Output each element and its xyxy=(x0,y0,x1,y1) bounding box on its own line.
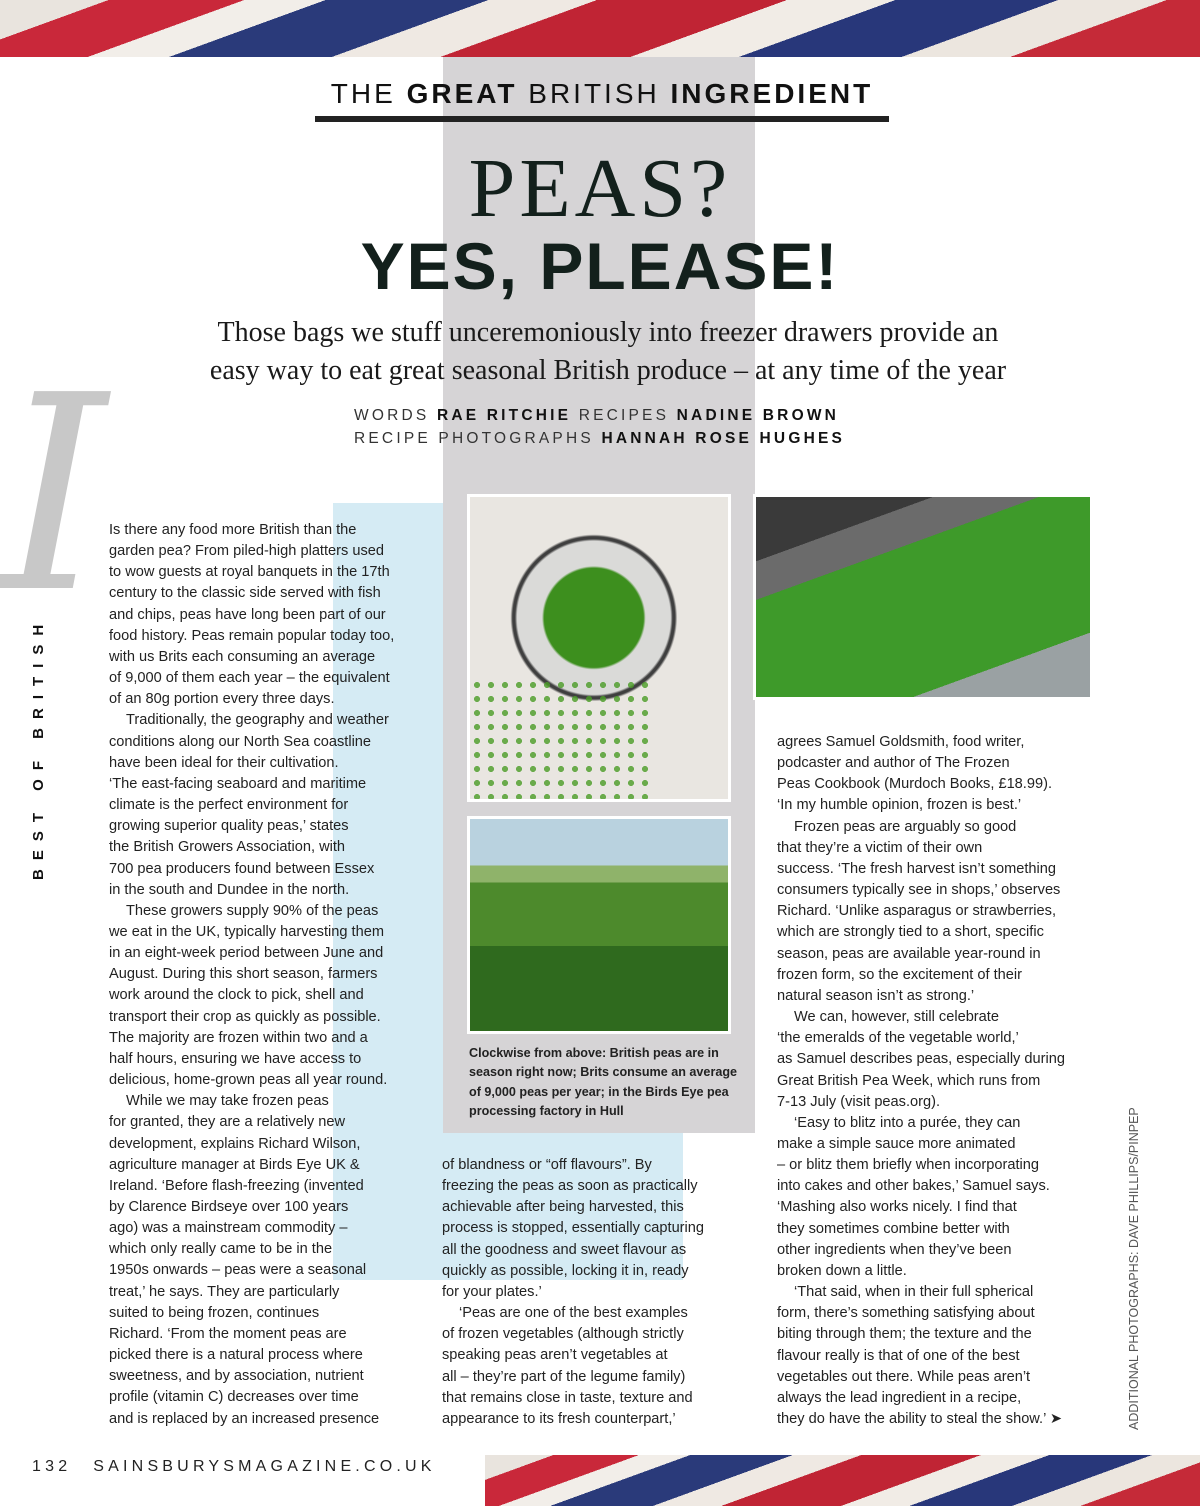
text-line: Richard. ‘From the moment peas are xyxy=(109,1325,347,1342)
text-line: flavour really is that of one of the best xyxy=(777,1347,1020,1364)
text-line: appearance to its fresh counterpart,’ xyxy=(442,1410,676,1427)
text-line: work around the clock to pick, shell and xyxy=(109,987,364,1004)
text-line: profile (vitamin C) decreases over time xyxy=(109,1389,359,1406)
photo-pea-field xyxy=(467,816,731,1034)
headline-line-1: PEAS? xyxy=(468,142,732,235)
text-line: of blandness or “off flavours”. By xyxy=(442,1157,652,1173)
text-line: – or blitz them briefly when incorporating xyxy=(777,1157,1040,1174)
text-line: in the south and Dundee in the north. xyxy=(109,881,350,898)
text-line: and is replaced by an increased presence xyxy=(109,1410,380,1427)
text-line: sweetness, and by association, nutrient xyxy=(109,1368,364,1385)
text-line: which are strongly tied to a short, specific xyxy=(777,924,1044,941)
text-line: consumers typically see in shops,’ observes xyxy=(777,882,1061,899)
section-label-vertical: BEST OF BRITISH xyxy=(30,615,47,880)
text-line: food history. Peas remain popular today too, xyxy=(109,627,395,644)
text-line: and chips, peas have long been part of our xyxy=(109,606,386,623)
byline: WORDS RAE RITCHIE RECIPES NADINE BROWN RECIPE PHOTOGRAPHS HANNAH ROSE HUGHES xyxy=(354,407,846,447)
text-line: all – they’re part of the legume family) xyxy=(442,1368,686,1385)
text-line: August. During this short season, farmers xyxy=(109,966,378,983)
text-line: that remains close in taste, texture and xyxy=(442,1389,693,1406)
text-line: with us Brits each consuming an average xyxy=(109,648,376,665)
text-line: which only really came to be in the xyxy=(109,1241,333,1258)
text-line: for granted, they are a relatively new xyxy=(109,1114,346,1131)
text-line: 1950s onwards – peas were a seasonal xyxy=(109,1262,367,1279)
text-line: have been ideal for their cultivation. xyxy=(109,754,339,771)
photo-credit: ADDITIONAL PHOTOGRAPHS: DAVE PHILLIPS/PINPEP xyxy=(1127,1107,1141,1430)
text-line: suited to being frozen, continues xyxy=(109,1304,320,1321)
text-line: 700 pea producers found between Essex xyxy=(109,860,375,877)
text-line: season, peas are available year-round in xyxy=(777,945,1041,962)
union-flag-banner-top xyxy=(0,0,1200,57)
text-line: century to the classic side served with fish xyxy=(109,585,381,602)
text-line: conditions along our North Sea coastline xyxy=(109,733,372,750)
text-line: While we may take frozen peas xyxy=(126,1093,329,1110)
text-line: Peas Cookbook (Murdoch Books, £18.99). xyxy=(777,776,1053,793)
text-line: make a simple sauce more animated xyxy=(777,1135,1016,1152)
drop-cap: I xyxy=(0,337,107,652)
text-line: that they’re a victim of their own xyxy=(777,839,983,856)
body-column-3 xyxy=(777,732,1065,1430)
text-line: treat,’ he says. They are particularly xyxy=(109,1283,340,1300)
text-line: Richard. ‘Unlike asparagus or strawberries, xyxy=(777,903,1057,920)
text-line: garden pea? From piled-high platters used xyxy=(109,543,385,560)
standfirst: Those bags we stuff unceremoniously into freezer drawers provide an easy way to eat great seasonal British produce – at any time of the year xyxy=(209,317,1007,386)
text-line: quickly as possible, locking it in, ready xyxy=(442,1262,689,1279)
text-line: other ingredients when they’ve been xyxy=(777,1241,1012,1258)
text-line: transport their crop as quickly as possible. xyxy=(109,1008,381,1025)
text-line: of an 80g portion every three days. xyxy=(109,691,335,708)
text-line: freezing the peas as soon as practically xyxy=(442,1178,698,1195)
photo-peas-colander xyxy=(467,494,731,802)
text-line: broken down a little. xyxy=(777,1262,907,1279)
site-url[interactable]: SAINSBURYSMAGAZINE.CO.UK xyxy=(93,1458,436,1475)
text-line: in an eight-week period between June and xyxy=(109,945,384,962)
text-line: they do have the ability to steal the show.’ ➤ xyxy=(777,1411,1063,1427)
text-line: climate is the perfect environment for xyxy=(109,797,349,814)
text-line: ‘The east-facing seaboard and maritime xyxy=(109,775,367,792)
text-line: frozen form, so the excitement of their xyxy=(777,966,1022,983)
text-line: Ireland. ‘Before flash-freezing (invented xyxy=(109,1177,364,1194)
text-line: form, there’s something satisfying about xyxy=(777,1305,1035,1322)
photo-caption: Clockwise from above: British peas are in season right now; Brits consume an average of 9,000 peas per year; in the Birds Eye pea processing factory in Hull xyxy=(469,1046,738,1118)
text-line: ‘Mashing also works nicely. I find that xyxy=(777,1199,1017,1216)
text-line: half hours, ensuring we have access to xyxy=(109,1050,362,1067)
text-line: biting through them; the texture and the xyxy=(777,1326,1032,1343)
text-line: agrees Samuel Goldsmith, food writer, xyxy=(777,734,1025,750)
text-line: process is stopped, essentially capturing xyxy=(442,1220,705,1237)
text-line: growing superior quality peas,’ states xyxy=(109,818,349,835)
text-line: picked there is a natural process where xyxy=(109,1347,363,1364)
text-line: ‘Peas are one of the best examples xyxy=(459,1305,688,1322)
text-line: for your plates.’ xyxy=(442,1283,542,1300)
text-line: ‘That said, when in their full spherical xyxy=(794,1284,1034,1301)
headline-line-2: YES, PLEASE! xyxy=(360,229,840,303)
text-line: they sometimes combine better with xyxy=(777,1220,1010,1237)
text-line: ‘Easy to blitz into a purée, they can xyxy=(794,1114,1021,1131)
text-line: Traditionally, the geography and weather xyxy=(126,712,389,729)
section-kicker: THE GREAT BRITISH INGREDIENT xyxy=(315,78,889,122)
text-line: ‘In my humble opinion, frozen is best.’ xyxy=(777,797,1022,814)
text-line: by Clarence Birdseye over 100 years xyxy=(109,1199,349,1215)
text-line: agriculture manager at Birds Eye UK & xyxy=(109,1156,360,1173)
text-line: development, explains Richard Wilson, xyxy=(109,1135,361,1152)
text-line: the British Growers Association, with xyxy=(109,839,346,856)
text-line: achievable after being harvested, this xyxy=(442,1199,684,1216)
body-column-1 xyxy=(109,520,394,1430)
text-line: vegetables out there. While peas aren’t xyxy=(777,1368,1031,1385)
text-line: The majority are frozen within two and a xyxy=(109,1029,368,1046)
text-line: 7-13 July (visit peas.org). xyxy=(777,1093,941,1110)
page-footer xyxy=(32,1458,458,1476)
text-line: speaking peas aren’t vegetables at xyxy=(442,1347,668,1364)
text-line: to wow guests at royal banquets in the 17th xyxy=(109,564,390,581)
text-line: all the goodness and sweet flavour as xyxy=(442,1241,687,1258)
text-line: podcaster and author of The Frozen xyxy=(777,755,1010,772)
text-line: We can, however, still celebrate xyxy=(794,1009,999,1026)
text-line: natural season isn’t as strong.’ xyxy=(777,987,975,1004)
text-line: into cakes and other bakes,’ Samuel says. xyxy=(777,1178,1050,1195)
union-flag-banner-bottom xyxy=(485,1455,1200,1506)
text-line: success. ‘The fresh harvest isn’t something xyxy=(777,860,1057,877)
text-line: always the lead ingredient in a recipe, xyxy=(777,1389,1022,1406)
text-line: ‘the emeralds of the vegetable world,’ xyxy=(777,1030,1019,1047)
page-number: 132 xyxy=(32,1458,72,1475)
text-line: of frozen vegetables (although strictly xyxy=(442,1326,684,1343)
photo-pea-factory xyxy=(753,494,1093,700)
text-line: Frozen peas are arguably so good xyxy=(794,818,1017,835)
text-line: ago) was a mainstream commodity – xyxy=(109,1220,348,1237)
text-line: Is there any food more British than the xyxy=(109,522,357,538)
text-line: as Samuel describes peas, especially during xyxy=(777,1051,1065,1068)
text-line: of 9,000 of them each year – the equivalent xyxy=(109,670,390,687)
text-line: delicious, home-grown peas all year round. xyxy=(109,1072,388,1089)
text-line: Great British Pea Week, which runs from xyxy=(777,1072,1041,1089)
text-line: we eat in the UK, typically harvesting them xyxy=(109,923,384,940)
body-column-2 xyxy=(442,1155,704,1430)
text-line: These growers supply 90% of the peas xyxy=(126,902,379,919)
